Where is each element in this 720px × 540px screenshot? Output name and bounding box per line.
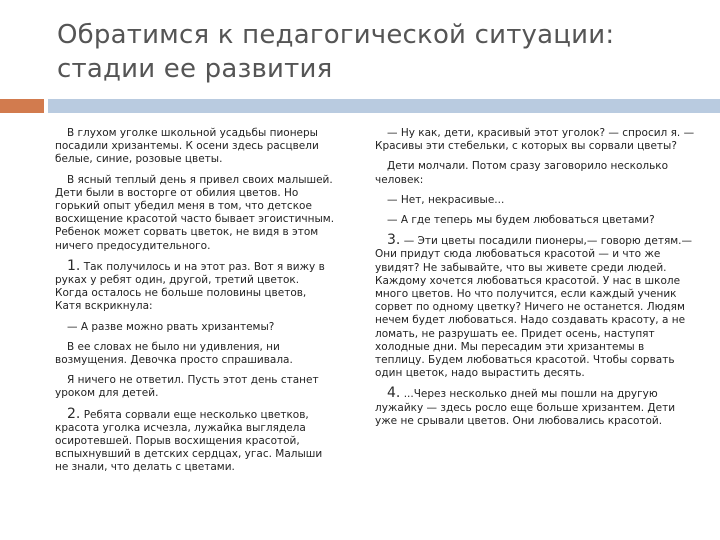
title-line-1: Обратимся к педагогической ситуации: (57, 20, 615, 50)
paragraph (55, 341, 335, 367)
title-line-2: стадии ее развития (57, 54, 333, 84)
paragraph-text: ...Через несколько дней мы пошли на другую лужайку — здесь росло еще больше хризантем. Дети уже не срывали цветов. Они любовались красотой. (375, 388, 676, 427)
paragraph-text: Ребята сорвали еще несколько цветков, красота уголка исчезла, лужайка выглядела осиротевшей. Порыв восхищения красотой, вспыхнувший в детских сердцах, угас. Малыши не знали, что делать с цветами. (55, 408, 323, 474)
paragraph-text: Я ничего не ответил. Пусть этот день станет уроком для детей. (55, 374, 319, 400)
paragraph-text: Так получилось и на этот раз. Вот я вижу в руках у ребят один, другой, третий цветок. Когда осталось не больше половины цветов, Катя вскрикнула: (55, 260, 325, 313)
title-divider-bar (48, 99, 720, 113)
paragraph (55, 174, 335, 253)
paragraph-text: В глухом уголке школьной усадьбы пионеры посадили хризантемы. К осени здесь расцвели белые, синие, розовые цветы. (55, 127, 319, 166)
paragraph (55, 405, 335, 475)
paragraph-text: — А где теперь мы будем любоваться цветами? (387, 214, 655, 227)
title-accent-bar (0, 99, 44, 113)
paragraph-text: — Нет, некрасивые... (387, 193, 505, 206)
paragraph (375, 194, 695, 207)
paragraph-text: — А разве можно рвать хризантемы? (67, 320, 275, 333)
paragraph (375, 214, 695, 227)
paragraph-text: В ее словах не было ни удивления, ни возмущения. Девочка просто спрашивала. (55, 340, 293, 367)
paragraph (55, 257, 335, 314)
right-text-column (375, 127, 695, 435)
paragraph-text: В ясный теплый день я привел своих малышей. Дети были в восторге от обилия цветов. Но горький опыт убедил меня в том, что детское восхищение красотой часто бывает эгоистичным. Ребенок может сорвать цветок, не видя в этом ничего предосудительного. (55, 173, 335, 252)
paragraph-number: 3. (387, 232, 401, 249)
paragraph-text: — Ну как, дети, красивый этот уголок? — спросил я. — Красивы эти стебельки, с которых вы сорвали цветы? (375, 127, 695, 153)
paragraph (55, 321, 335, 334)
paragraph (375, 234, 695, 380)
paragraph-number: 4. (387, 385, 401, 402)
paragraph (375, 160, 695, 186)
paragraph (55, 374, 335, 400)
paragraph-number: 2. (67, 405, 81, 422)
paragraph-text: Дети молчали. Потом сразу заговорило несколько человек: (375, 160, 669, 186)
left-text-column (55, 127, 335, 482)
paragraph-text: — Эти цветы посадили пионеры,— говорю детям.— Они придут сюда любоваться красотой — и что же увидят? Не забывайте, что вы живете среди людей. Каждому хочется любоваться красотой. У нас в школе много цветов. Но что получится, если каждый ученик сорвет по одному цветку? Ничего не останется. Людям нечем будет любоваться. Надо создавать красоту, а не ломать, не разрушать ее. Придет осень, наступят холодные дни. Мы пересадим эти хризантемы в теплицу. Будем любоваться красотой. Чтобы сорвать один цветок, надо вырастить десять. (375, 235, 693, 380)
paragraph (375, 127, 695, 153)
paragraph (375, 387, 695, 428)
slide-title (57, 18, 697, 86)
paragraph (55, 127, 335, 167)
paragraph-number: 1. (67, 257, 81, 274)
